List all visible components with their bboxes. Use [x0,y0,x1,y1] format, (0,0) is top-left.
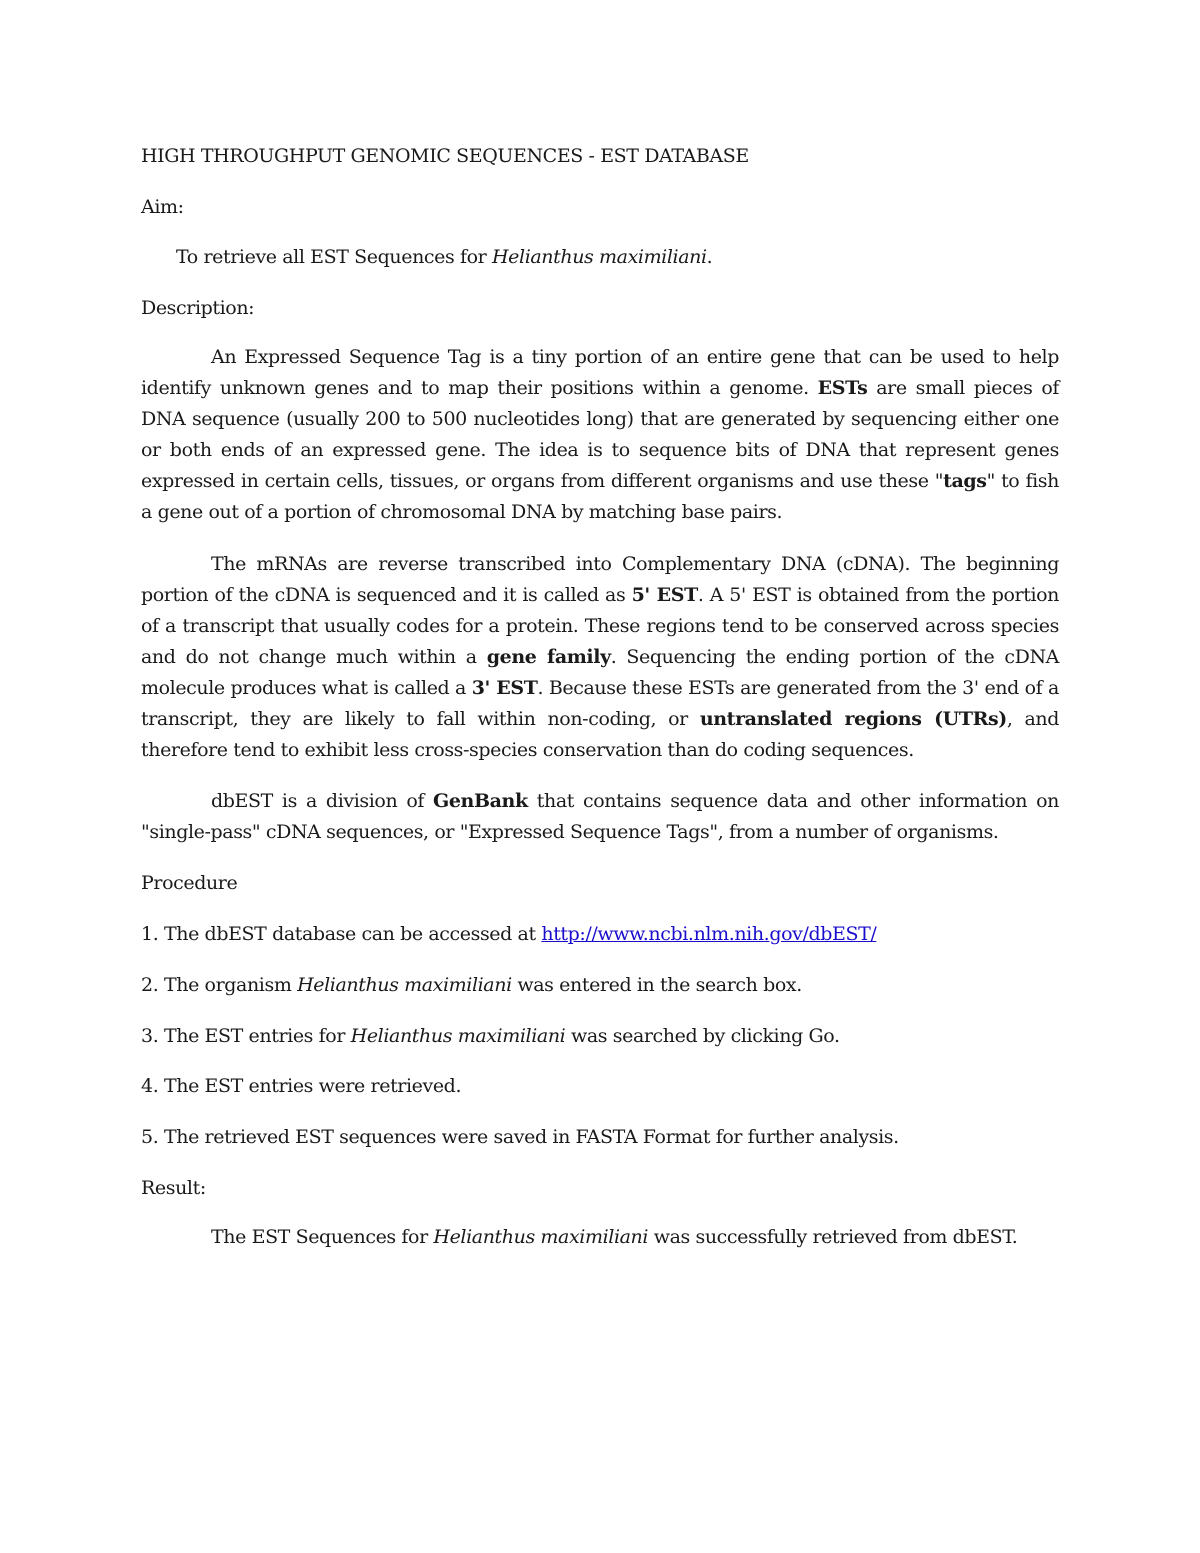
description-paragraph-2 [141,549,1059,766]
aim-text-after: . [706,246,713,268]
p2-text-5: , and therefore tend to exhibit less cross-species conservation than do coding sequences. [141,708,1060,761]
step-3-after: was searched by clicking Go. [565,1025,840,1047]
description-paragraph-1 [141,342,1059,528]
step-3-before: 3. The EST entries for [141,1025,351,1047]
result-after: was successfully retrieved from dbEST. [648,1226,1018,1248]
p1-text-3: " to fish a gene out of a portion of chromosomal DNA by matching base pairs. [141,470,1059,523]
dbest-link[interactable]: http://www.ncbi.nlm.nih.gov/dbEST/ [541,923,877,945]
procedure-step-2 [141,970,1059,1001]
p2-text-1: The mRNAs are reverse transcribed into Complementary DNA (cDNA). The beginning portion of the cDNA is sequenced and it is called as [141,553,1059,606]
step-1-text: 1. The dbEST database can be accessed at [141,923,542,945]
procedure-step-4: 4. The EST entries were retrieved. [141,1075,462,1097]
p1-bold-tags: tags [943,470,987,492]
p3-bold-genbank: GenBank [433,790,528,812]
procedure-step-1 [141,919,1059,950]
p1-text-2: are small pieces of DNA sequence (usually 200 to 500 nucleotides long) that are generated by sequencing either one or both ends of an expressed gene. The idea is to sequence bits of DNA that represent genes expressed in certain cells, tissues, or organs from different organisms and use these " [141,377,1059,492]
step-2-after: was entered in the search box. [511,974,802,996]
p2-bold-gene-family: gene family [486,646,611,668]
step-2-before: 2. The organism [141,974,298,996]
p2-bold-3-est: 3' EST [471,677,538,699]
description-paragraph-3 [141,786,1059,848]
p2-text-4: . Because these ESTs are generated from the 3' end of a transcript, they are likely to fall within non-coding, or [141,677,1059,730]
step-3-organism: Helianthus maximiliani [350,1025,566,1047]
p1-text-1: An Expressed Sequence Tag is a tiny portion of an entire gene that can be used to help identify unknown genes and to map their positions within a genome. [141,346,1059,399]
aim-heading: Aim: [141,196,184,218]
aim-organism: Helianthus maximiliani [492,246,707,268]
result-heading: Result: [141,1177,206,1199]
result-text [141,1222,1059,1253]
document-title: HIGH THROUGHPUT GENOMIC SEQUENCES - EST DATABASE [141,145,749,167]
p2-text-2: . A 5' EST is obtained from the portion of a transcript that usually codes for a protein. These regions tend to be conserved across species and do not change much within a [141,584,1060,668]
p2-text-3: . Sequencing the ending portion of the cDNA molecule produces what is called a [141,646,1060,699]
document-page [141,0,1059,1553]
procedure-step-5: 5. The retrieved EST sequences were saved in FASTA Format for further analysis. [141,1126,899,1148]
aim-text-before: To retrieve all EST Sequences for [176,246,492,268]
p1-bold-ests: ESTs [817,377,868,399]
procedure-step-3 [141,1021,1059,1052]
aim-text [141,242,1059,273]
step-2-organism: Helianthus maximiliani [297,974,512,996]
result-before: The EST Sequences for [211,1226,434,1248]
p3-text-1: dbEST is a division of [211,790,434,812]
result-organism: Helianthus maximiliani [433,1226,649,1248]
p2-bold-5-est: 5' EST [631,584,698,606]
description-heading: Description: [141,297,255,319]
p3-text-2: that contains sequence data and other information on "single-pass" cDNA sequences, or "Expressed Sequence Tags", from a number of organisms. [141,790,1060,843]
procedure-heading: Procedure [141,872,238,894]
p2-bold-utrs: untranslated regions (UTRs) [699,708,1007,730]
